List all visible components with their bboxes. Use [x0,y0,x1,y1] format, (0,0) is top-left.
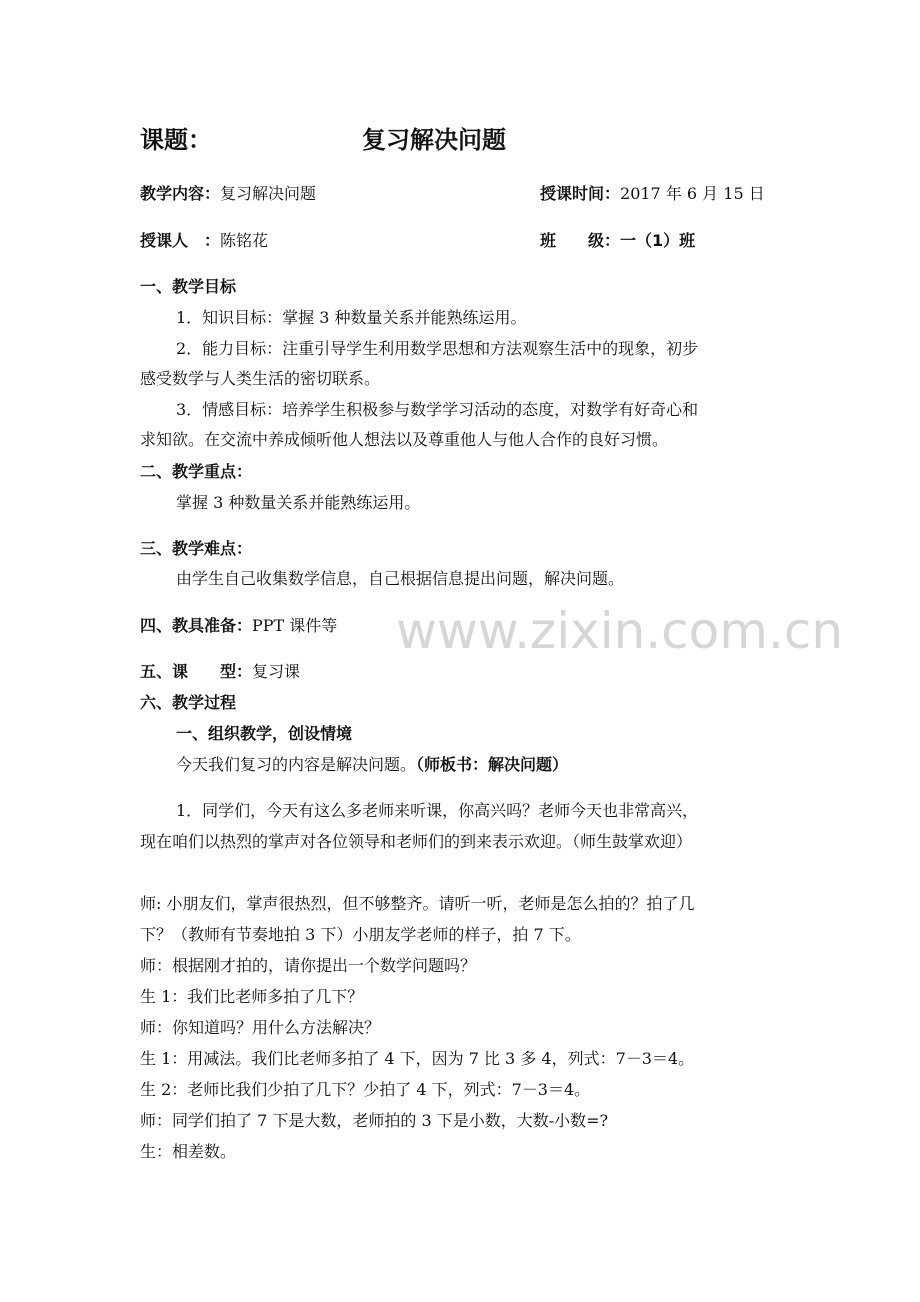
lesson-type-text: 复习课 [252,662,301,681]
lesson-type-row [140,660,300,684]
time-label: 授课时间： [540,184,621,203]
dialog-line: 师：你知道吗？用什么方法解决？ [140,1018,381,1037]
dialog-line: 师: 小朋友们，掌声很热烈，但不够整齐。请听一听，老师是怎么拍的？拍了几 [140,894,695,913]
goals-heading: 一、教学目标 [140,277,237,296]
content-value: 复习解决问题 [220,184,317,203]
goal-item-3-line-2: 求知欲。在交流中养成倾听他人想法以及尊重他人与他人合作的良好习惯。 [140,430,669,449]
page-title: 复习解决问题 [362,126,506,154]
process-p1-line-2: 现在咱们以热烈的掌声对各位领导和老师们的到来表示欢迎。（师生鼓掌欢迎） [140,832,693,851]
content-label: 教学内容： [140,184,221,203]
teacher-row [140,229,268,253]
dialog-line: 生 1：用减法。我们比老师多拍了 4 下，因为 7 比 3 多 4，列式：7－3＝4。 [140,1049,695,1068]
title-label: 课题： [140,126,212,154]
dialog-line: 生 1：我们比老师多拍了几下？ [140,987,364,1006]
tools-row [140,614,337,638]
dialog-line: 下？（教师有节奏地拍 3 下）小朋友学老师的样子，拍 7 下。 [140,925,581,944]
process-subheading: 一、组织教学，创设情境 [176,724,353,743]
time-row [540,182,765,206]
class-row [540,229,695,253]
dialog-line: 生：相差数。 [140,1142,237,1161]
teacher-value: 陈铭花 [220,231,269,250]
time-value: 2017 年 6 月 15 日 [620,184,765,203]
process-p1-line-1: 1．同学们，今天有这么多老师来听课，你高兴吗？老师今天也非常高兴， [176,801,699,820]
keypoint-heading: 二、教学重点： [140,462,253,481]
goal-item-2-line-1: 2．能力目标：注重引导学生利用数学思想和方法观察生活中的现象，初步 [176,339,699,358]
dialog-line: 生 2：老师比我们少拍了几下？少拍了 4 下，列式：7－3＝4。 [140,1080,591,1099]
dialog-line: 师：根据刚才拍的，请你提出一个数学问题吗？ [140,956,477,975]
goal-item-2-line-2: 感受数学与人类生活的密切联系。 [140,369,381,388]
process-intro [176,753,568,777]
process-intro-text: 今天我们复习的内容是解决问题。 [176,755,417,774]
teacher-label: 授课人 ： [140,231,221,250]
class-value: 一（1）班 [620,231,696,250]
lesson-type-heading: 五、课 型： [140,662,253,681]
process-heading: 六、教学过程 [140,693,237,712]
keypoint-text: 掌握 3 种数量关系并能熟练运用。 [176,493,421,512]
goal-item-3-line-1: 3．情感目标：培养学生积极参与数学学习活动的态度，对数学有好奇心和 [176,400,699,419]
difficulty-heading: 三、教学难点： [140,539,253,558]
tools-heading: 四、教具准备： [140,616,253,635]
watermark: www.zixin.com.cn [396,602,844,660]
class-label: 班 级： [540,231,621,250]
goal-item-1: 1．知识目标：掌握 3 种数量关系并能熟练运用。 [176,308,527,327]
process-intro-bold: （师板书：解决问题） [416,755,569,774]
difficulty-text: 由学生自己收集数学信息，自己根据信息提出问题，解决问题。 [176,569,625,588]
tools-text: PPT 课件等 [252,616,338,635]
content-row [140,182,316,206]
dialog-line: 师：同学们拍了 7 下是大数，老师拍的 3 下是小数，大数-小数=? [140,1111,609,1130]
